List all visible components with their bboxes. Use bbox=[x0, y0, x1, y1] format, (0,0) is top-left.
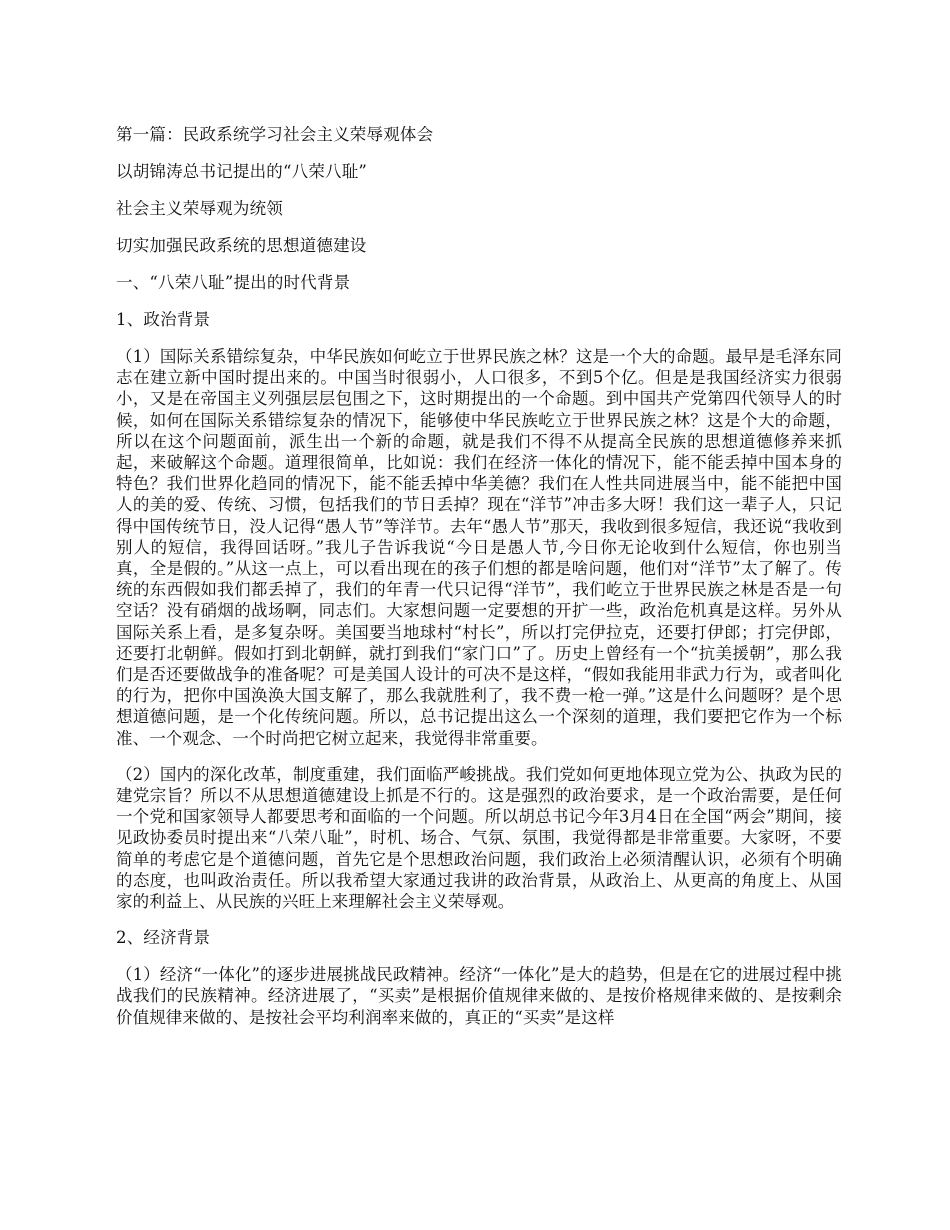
paragraph-domestic-reform: （2）国内的深化改革，制度重建，我们面临严峻挑战。我们党如何更地体现立党为公、执政为民的建党宗旨？所以不从思想道德建设上抓是不行的。这是强烈的政治要求，是一个政治需要，是任何一个党和国家领导人都要思考和面临的一个问题。所以胡总书记今年3月4日在全国“两会”期间，接见政协委员时提出来“八荣八耻”，时机、场合、气氛、氛围，我觉得都是非常重要。大家呀，不要简单的考虑它是个道德问题，首先它是个思想政治问题，我们政治上必须清醒认识，必须有个明确的态度，也叫政治责任。所以我希望大家通过我讲的政治背景，从政治上、从更高的角度上、从国家的利益上、从民族的兴旺上来理解社会主义荣辱观。 bbox=[116, 764, 842, 912]
document-title: 第一篇：民政系统学习社会主义荣辱观体会 bbox=[116, 125, 434, 144]
document-page bbox=[116, 124, 842, 1043]
subsection-heading-economic: 2、经济背景 bbox=[116, 928, 211, 948]
subtitle-line-1: 以胡锦涛总书记提出的“八荣八耻” bbox=[116, 162, 368, 181]
subtitle-line-3: 切实加强民政系统的思想道德建设 bbox=[116, 236, 367, 255]
section-heading-1: 一、“八荣八耻”提出的时代背景 bbox=[116, 273, 351, 292]
subsection-heading-political: 1、政治背景 bbox=[116, 310, 211, 329]
subtitle-line-2: 社会主义荣辱观为统领 bbox=[116, 199, 283, 218]
paragraph-economic-integration: （1）经济“一体化”的逐步进展挑战民政精神。经济“一体化”是大的趋势，但是在它的进展过程中挑战我们的民族精神。经济进展了，“买卖”是根据价值规律来做的、是按价格规律来做的、是按剩余价值规律来做的、是按社会平均利润率来做的，真正的“买卖”是这样 bbox=[116, 965, 842, 1027]
paragraph-international-relations: （1）国际关系错综复杂，中华民族如何屹立于世界民族之林？这是一个大的命题。最早是毛泽东同志在建立新中国时提出来的。中国当时很弱小，人口很多，不到5个亿。但是是我国经济实力很弱小，又是在帝国主义列强层层包围之下，这时期提出的一个命题。到中国共产党第四代领导人的时候，如何在国际关系错综复杂的情况下，能够使中华民族屹立于世界民族之林？这是个大的命题，所以在这个问题面前，派生出一个新的命题，就是我们不得不从提高全民族的思想道德修养来抓起，来破解这个命题。道理很简单，比如说：我们在经济一体化的情况下，能不能丢掉中国本身的特色？我们世界化趋同的情况下，能不能丢掉中华美德？我们在人性共同进展当中，能不能把中国人的美的爱、传统、习惯，包括我们的节日丢掉？现在“洋节”冲击多大呀！我们这一辈子人，只记得中国传统节日，没人记得“愚人节”等洋节。去年“愚人节”那天，我收到很多短信，我还说“我收到别人的短信，我得回话呀。”我儿子告诉我说“今日是愚人节,今日你无论收到什么短信，你也别当真，全是假的。”从这一点上，可以看出现在的孩子们想的都是啥问题，他们对“洋节”太了解了。传统的东西假如我们都丢掉了，我们的年青一代只记得“洋节”，我们屹立于世界民族之林是否是一句空话？没有硝烟的战场啊，同志们。大家想问题一定要想的开扩一些，政治危机真是这样。另外从国际关系上看，是多复杂呀。美国要当地球村“村长”，所以打完伊拉克，还要打伊郎；打完伊郎，还要打北朝鲜。假如打到北朝鲜，就打到我们“家门口”了。历史上曾经有一个“抗美援朝”，那么我们是否还要做战争的准备呢？可是美国人设计的可决不是这样，“假如我能用非武力行为，或者叫化的行为，把你中国涣涣大国支解了，那么我就胜利了，我不费一枪一弹。”这是什么问题呀？是个思想道德问题，是一个化传统问题。所以，总书记提出这么一个深刻的道理，我们要把它作为一个标准、一个观念、一个时尚把它树立起来，我觉得非常重要。 bbox=[116, 347, 842, 748]
